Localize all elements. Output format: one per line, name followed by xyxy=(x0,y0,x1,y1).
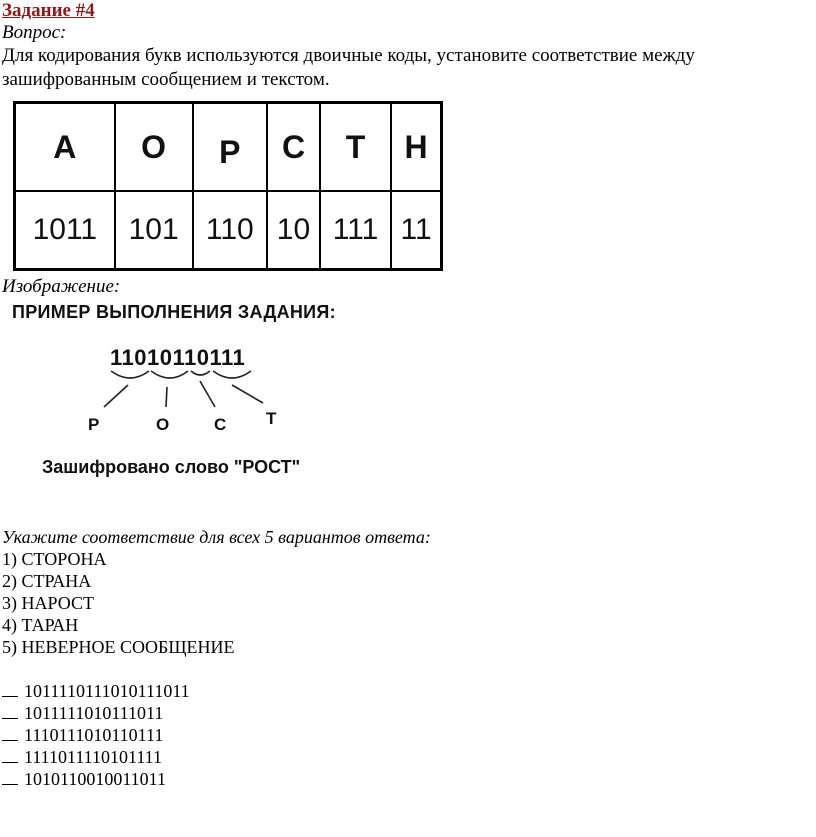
image-label: Изображение: xyxy=(2,276,121,297)
code-cell: 101 xyxy=(115,191,193,270)
answer-option: 2) СТРАНА xyxy=(2,571,92,591)
line-s xyxy=(200,381,215,407)
answer-blank[interactable] xyxy=(2,726,18,741)
encoded-message-row xyxy=(2,680,190,702)
example-heading: ПРИМЕР ВЫПОЛНЕНИЯ ЗАДАНИЯ: xyxy=(12,302,336,322)
example-letter: С xyxy=(214,415,227,434)
answer-options-list xyxy=(2,548,234,658)
letter-cell: Н xyxy=(391,103,441,192)
example-letter: Р xyxy=(88,415,100,434)
code-table xyxy=(13,101,443,271)
answer-option: 3) НАРОСТ xyxy=(2,593,94,613)
encoded-word-caption: Зашифровано слово "РОСТ" xyxy=(42,457,301,477)
encoded-message-row xyxy=(2,768,190,790)
encoded-message: 1011110111010111011 xyxy=(24,681,190,701)
encoded-message: 1010110010011011 xyxy=(24,769,166,789)
letters-row xyxy=(15,103,442,192)
instruction-text: Укажите соответствие для всех 5 вариантов ответа: xyxy=(2,527,431,547)
letter-cell: Р xyxy=(193,103,268,192)
code-cell: 1011 xyxy=(15,191,115,270)
encoded-message-row xyxy=(2,724,190,746)
line-r xyxy=(104,385,128,407)
line-o xyxy=(166,387,167,407)
example-letter: О xyxy=(156,415,170,434)
answer-blank[interactable] xyxy=(2,770,18,785)
code-cell: 111 xyxy=(320,191,391,270)
answer-option: 5) НЕВЕРНОЕ СООБЩЕНИЕ xyxy=(2,637,235,657)
line-t xyxy=(232,385,263,403)
encoded-message: 1011111010111011 xyxy=(24,703,164,723)
brace-o xyxy=(151,371,188,378)
answer-option: 1) СТОРОНА xyxy=(2,549,107,569)
question-label: Вопрос: xyxy=(2,22,67,43)
letter-cell: А xyxy=(15,103,115,192)
brace-s xyxy=(191,371,210,375)
question-text: Для кодирования букв используются двоичные коды, установите соответствие между зашифрованным сообщением и текстом. xyxy=(2,45,695,90)
answer-option: 4) ТАРАН xyxy=(2,615,79,635)
letter-cell: О xyxy=(115,103,193,192)
encoded-message: 1111011110101111 xyxy=(24,747,162,767)
encoded-messages-list xyxy=(2,680,190,790)
example-letter: Т xyxy=(266,409,277,428)
encoded-message-row xyxy=(2,702,190,724)
code-cell: 10 xyxy=(267,191,320,270)
encoded-message-row xyxy=(2,746,190,768)
brace-r xyxy=(111,371,149,378)
code-cell: 110 xyxy=(193,191,268,270)
codes-row xyxy=(15,191,442,270)
letter-cell: Т xyxy=(320,103,391,192)
task-title: Задание #4 xyxy=(2,0,95,21)
encoded-message: 1110111010110111 xyxy=(24,725,164,745)
brace-t xyxy=(213,371,251,378)
answer-blank[interactable] xyxy=(2,682,18,697)
answer-blank[interactable] xyxy=(2,704,18,719)
code-cell: 11 xyxy=(391,191,441,270)
answer-blank[interactable] xyxy=(2,748,18,763)
letter-cell: С xyxy=(267,103,320,192)
example-code: 11010110111 xyxy=(110,345,246,370)
example-diagram xyxy=(80,345,300,440)
